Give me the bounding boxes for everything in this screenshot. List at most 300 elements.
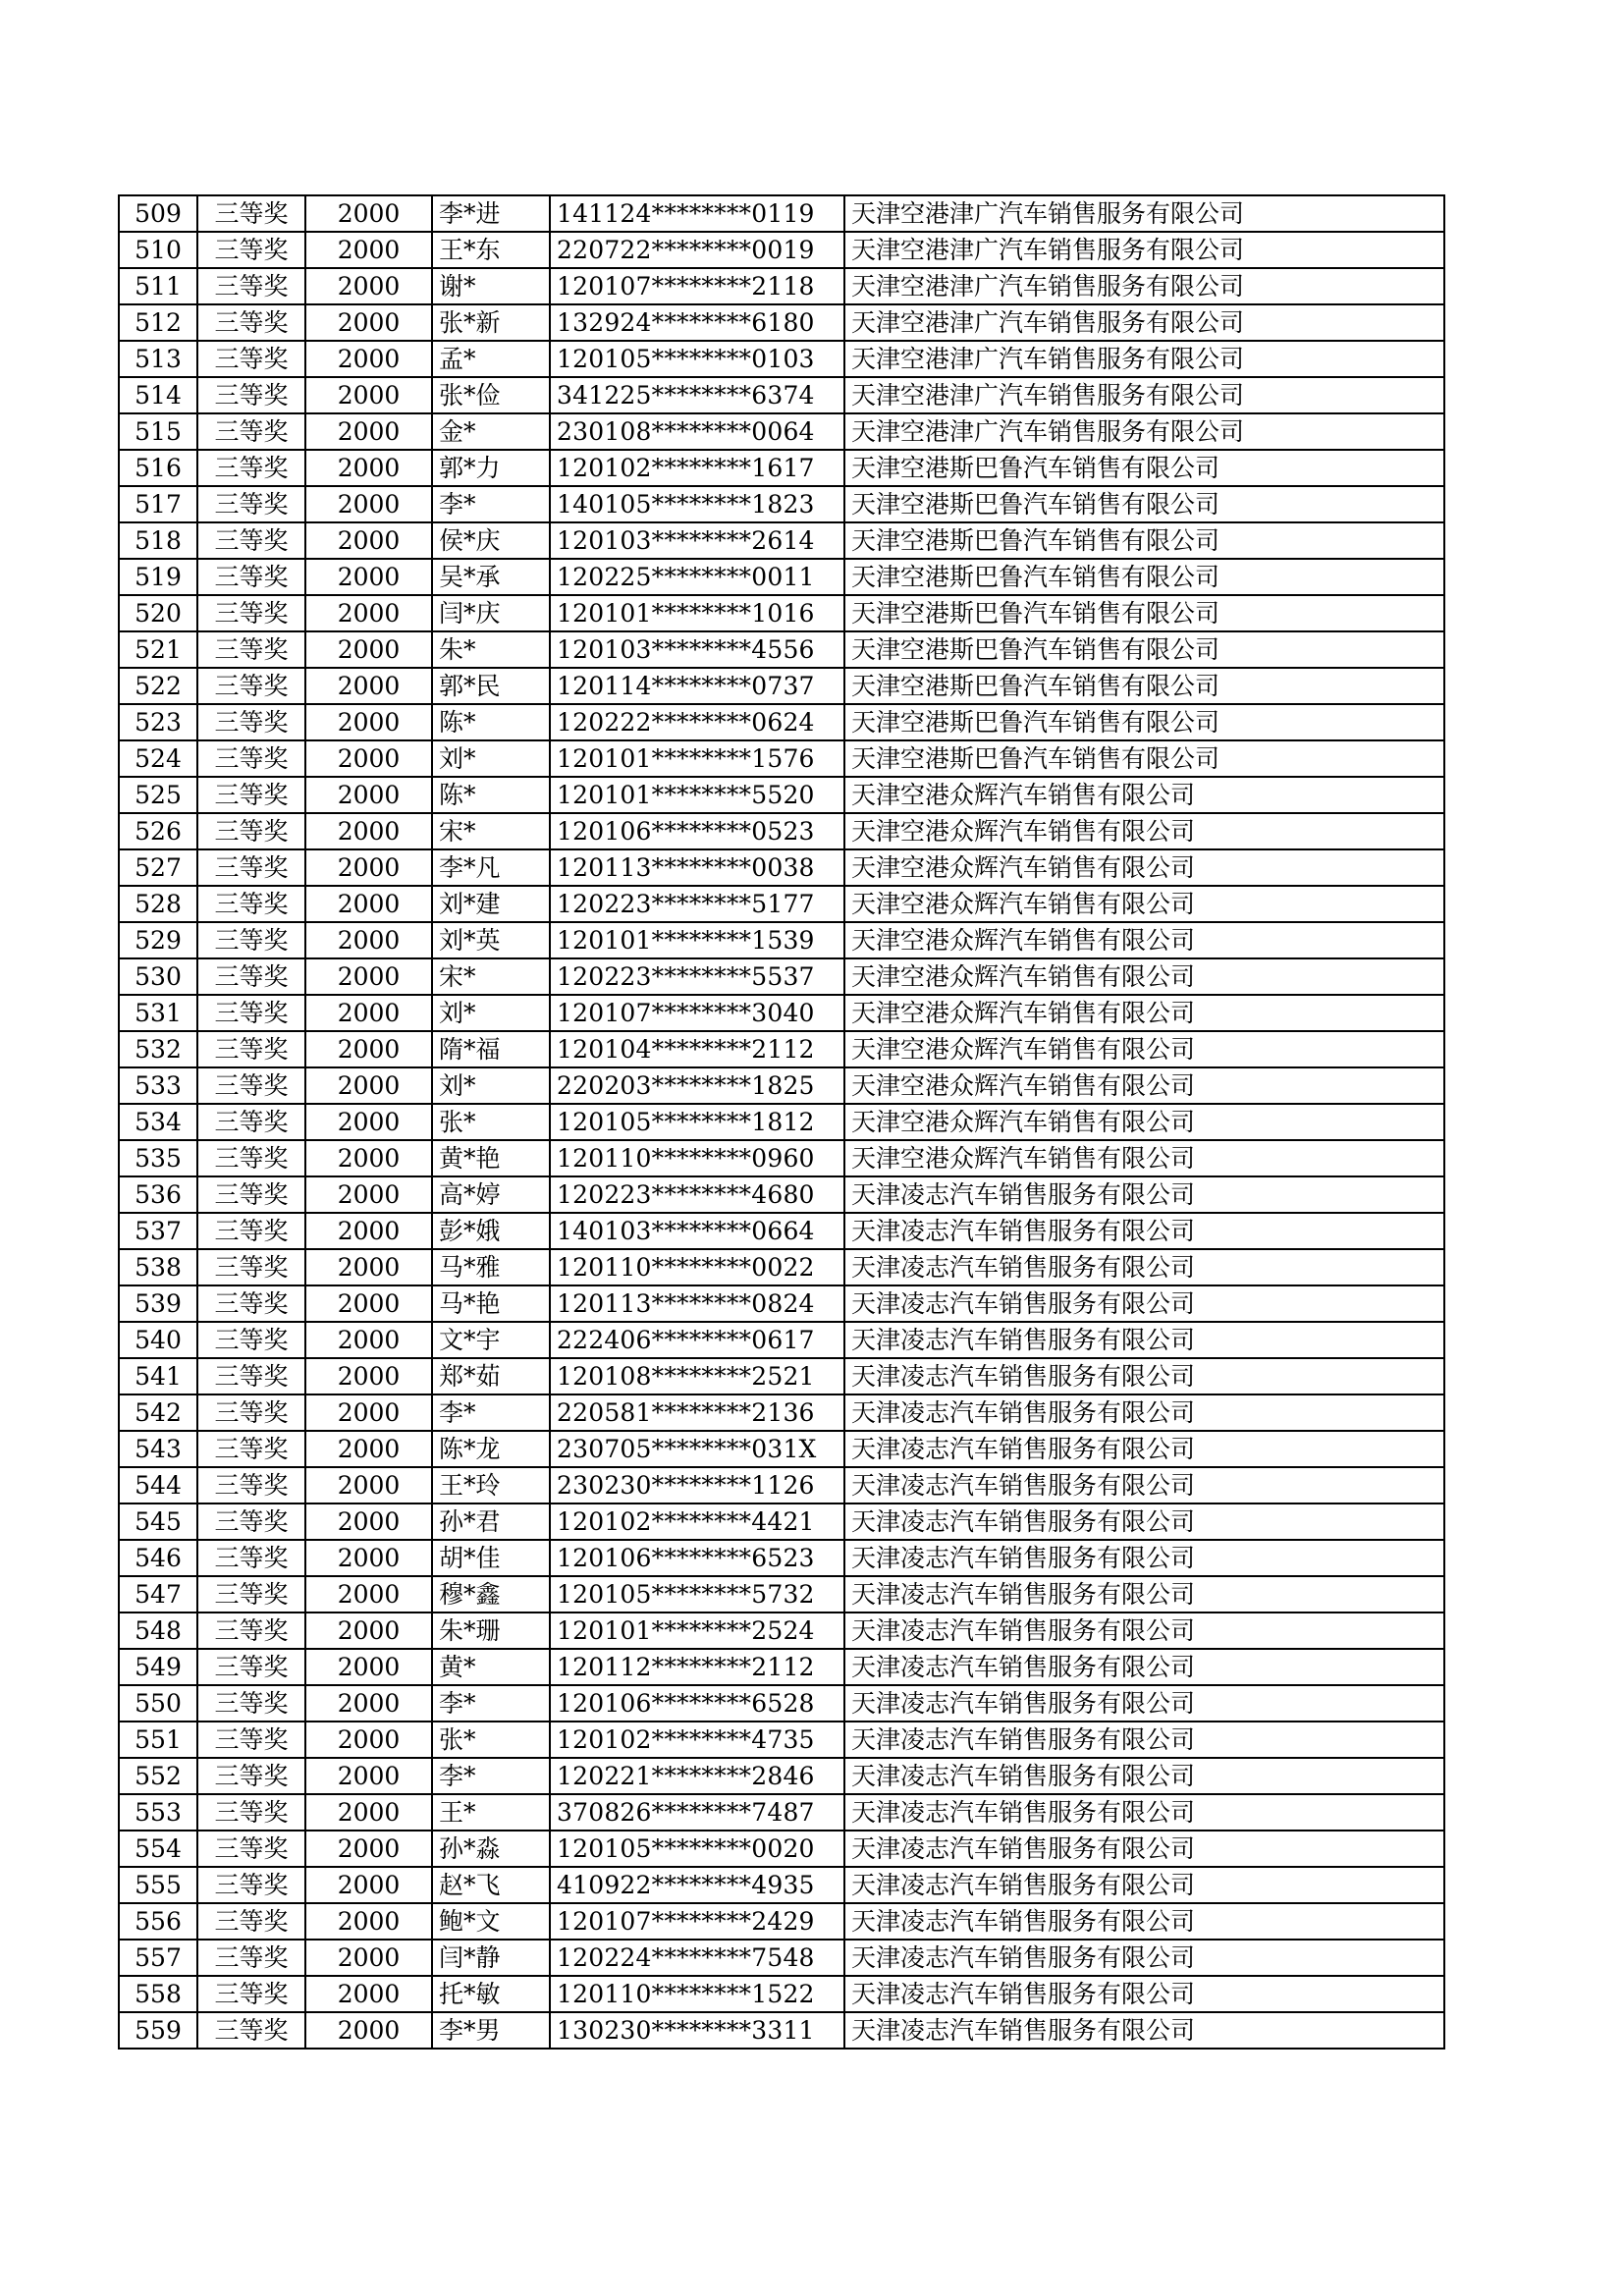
prize-level-cell: 三等奖 (197, 668, 305, 704)
company-name-cell: 天津空港斯巴鲁汽车销售有限公司 (844, 522, 1444, 559)
winner-name-cell: 吴*承 (432, 559, 550, 595)
table-row (119, 849, 1444, 886)
row-number-cell: 540 (119, 1322, 197, 1358)
row-number-cell: 518 (119, 522, 197, 559)
id-number-cell: 132924********6180 (550, 304, 844, 341)
table-row (119, 595, 1444, 631)
prize-level-cell: 三等奖 (197, 1976, 305, 2012)
winner-name-cell: 金* (432, 413, 550, 450)
prize-amount-cell: 2000 (305, 486, 432, 522)
winner-name-cell: 彭*娥 (432, 1213, 550, 1249)
id-number-cell: 120112********2112 (550, 1649, 844, 1685)
company-name-cell: 天津空港津广汽车销售服务有限公司 (844, 413, 1444, 450)
prize-amount-cell: 2000 (305, 559, 432, 595)
id-number-cell: 120114********0737 (550, 668, 844, 704)
prize-amount-cell: 2000 (305, 1867, 432, 1903)
row-number-cell: 558 (119, 1976, 197, 2012)
company-name-cell: 天津空港斯巴鲁汽车销售有限公司 (844, 595, 1444, 631)
row-number-cell: 555 (119, 1867, 197, 1903)
id-number-cell: 120110********1522 (550, 1976, 844, 2012)
winner-name-cell: 黄*艳 (432, 1140, 550, 1176)
prize-level-cell: 三等奖 (197, 1867, 305, 1903)
winner-name-cell: 马*艳 (432, 1285, 550, 1322)
table-row (119, 1394, 1444, 1431)
prize-amount-cell: 2000 (305, 1358, 432, 1394)
prize-level-cell: 三等奖 (197, 995, 305, 1031)
row-number-cell: 525 (119, 777, 197, 813)
table-row (119, 631, 1444, 668)
id-number-cell: 140105********1823 (550, 486, 844, 522)
row-number-cell: 543 (119, 1431, 197, 1467)
prize-level-cell: 三等奖 (197, 1249, 305, 1285)
table-row (119, 995, 1444, 1031)
prize-level-cell: 三等奖 (197, 450, 305, 486)
row-number-cell: 552 (119, 1758, 197, 1794)
prize-level-cell: 三等奖 (197, 849, 305, 886)
winner-name-cell: 宋* (432, 813, 550, 849)
prize-level-cell: 三等奖 (197, 1431, 305, 1467)
prize-amount-cell: 2000 (305, 704, 432, 740)
table-row (119, 559, 1444, 595)
table-row (119, 1176, 1444, 1213)
table-row (119, 413, 1444, 450)
company-name-cell: 天津空港斯巴鲁汽车销售有限公司 (844, 704, 1444, 740)
table-row (119, 813, 1444, 849)
row-number-cell: 546 (119, 1540, 197, 1576)
id-number-cell: 120106********6523 (550, 1540, 844, 1576)
company-name-cell: 天津凌志汽车销售服务有限公司 (844, 1649, 1444, 1685)
prize-amount-cell: 2000 (305, 1576, 432, 1613)
row-number-cell: 522 (119, 668, 197, 704)
table-row (119, 2012, 1444, 2049)
table-row (119, 1067, 1444, 1104)
row-number-cell: 521 (119, 631, 197, 668)
table-row (119, 1031, 1444, 1067)
table-row (119, 1540, 1444, 1576)
company-name-cell: 天津空港津广汽车销售服务有限公司 (844, 268, 1444, 304)
prize-level-cell: 三等奖 (197, 268, 305, 304)
prize-amount-cell: 2000 (305, 1903, 432, 1940)
row-number-cell: 549 (119, 1649, 197, 1685)
row-number-cell: 512 (119, 304, 197, 341)
row-number-cell: 511 (119, 268, 197, 304)
row-number-cell: 529 (119, 922, 197, 958)
winners-table (118, 194, 1445, 2050)
row-number-cell: 532 (119, 1031, 197, 1067)
id-number-cell: 230230********1126 (550, 1467, 844, 1503)
company-name-cell: 天津凌志汽车销售服务有限公司 (844, 1685, 1444, 1722)
prize-amount-cell: 2000 (305, 1613, 432, 1649)
company-name-cell: 天津凌志汽车销售服务有限公司 (844, 1249, 1444, 1285)
winner-name-cell: 闫*静 (432, 1940, 550, 1976)
company-name-cell: 天津空港众辉汽车销售有限公司 (844, 1104, 1444, 1140)
row-number-cell: 517 (119, 486, 197, 522)
prize-level-cell: 三等奖 (197, 958, 305, 995)
id-number-cell: 120102********4735 (550, 1722, 844, 1758)
prize-amount-cell: 2000 (305, 1722, 432, 1758)
company-name-cell: 天津空港众辉汽车销售有限公司 (844, 849, 1444, 886)
id-number-cell: 120113********0824 (550, 1285, 844, 1322)
id-number-cell: 120110********0960 (550, 1140, 844, 1176)
id-number-cell: 220203********1825 (550, 1067, 844, 1104)
company-name-cell: 天津凌志汽车销售服务有限公司 (844, 1285, 1444, 1322)
row-number-cell: 528 (119, 886, 197, 922)
row-number-cell: 519 (119, 559, 197, 595)
prize-amount-cell: 2000 (305, 232, 432, 268)
row-number-cell: 545 (119, 1503, 197, 1540)
prize-amount-cell: 2000 (305, 1285, 432, 1322)
row-number-cell: 537 (119, 1213, 197, 1249)
prize-amount-cell: 2000 (305, 1940, 432, 1976)
company-name-cell: 天津空港众辉汽车销售有限公司 (844, 886, 1444, 922)
prize-amount-cell: 2000 (305, 413, 432, 450)
prize-level-cell: 三等奖 (197, 1903, 305, 1940)
prize-level-cell: 三等奖 (197, 922, 305, 958)
company-name-cell: 天津空港众辉汽车销售有限公司 (844, 1140, 1444, 1176)
prize-level-cell: 三等奖 (197, 1722, 305, 1758)
table-row (119, 958, 1444, 995)
id-number-cell: 230108********0064 (550, 413, 844, 450)
id-number-cell: 120113********0038 (550, 849, 844, 886)
table-row (119, 1576, 1444, 1613)
winner-name-cell: 陈* (432, 777, 550, 813)
id-number-cell: 120224********7548 (550, 1940, 844, 1976)
id-number-cell: 230705********031X (550, 1431, 844, 1467)
table-row (119, 886, 1444, 922)
winner-name-cell: 刘*建 (432, 886, 550, 922)
table-row (119, 1503, 1444, 1540)
table-row (119, 232, 1444, 268)
prize-amount-cell: 2000 (305, 668, 432, 704)
prize-level-cell: 三等奖 (197, 1031, 305, 1067)
prize-level-cell: 三等奖 (197, 777, 305, 813)
row-number-cell: 514 (119, 377, 197, 413)
winner-name-cell: 郑*茹 (432, 1358, 550, 1394)
winner-name-cell: 黄* (432, 1649, 550, 1685)
prize-level-cell: 三等奖 (197, 304, 305, 341)
company-name-cell: 天津凌志汽车销售服务有限公司 (844, 1613, 1444, 1649)
row-number-cell: 526 (119, 813, 197, 849)
table-row (119, 1467, 1444, 1503)
table-row (119, 1249, 1444, 1285)
id-number-cell: 141124********0119 (550, 195, 844, 232)
company-name-cell: 天津凌志汽车销售服务有限公司 (844, 1322, 1444, 1358)
company-name-cell: 天津凌志汽车销售服务有限公司 (844, 1940, 1444, 1976)
id-number-cell: 370826********7487 (550, 1794, 844, 1831)
row-number-cell: 548 (119, 1613, 197, 1649)
id-number-cell: 120223********5537 (550, 958, 844, 995)
company-name-cell: 天津空港众辉汽车销售有限公司 (844, 958, 1444, 995)
company-name-cell: 天津凌志汽车销售服务有限公司 (844, 1867, 1444, 1903)
table-row (119, 1758, 1444, 1794)
prize-amount-cell: 2000 (305, 341, 432, 377)
prize-level-cell: 三等奖 (197, 1104, 305, 1140)
table-row (119, 1976, 1444, 2012)
company-name-cell: 天津空港津广汽车销售服务有限公司 (844, 377, 1444, 413)
prize-level-cell: 三等奖 (197, 377, 305, 413)
company-name-cell: 天津空港斯巴鲁汽车销售有限公司 (844, 668, 1444, 704)
winner-name-cell: 马*雅 (432, 1249, 550, 1285)
company-name-cell: 天津凌志汽车销售服务有限公司 (844, 1903, 1444, 1940)
prize-amount-cell: 2000 (305, 958, 432, 995)
winner-name-cell: 刘* (432, 1067, 550, 1104)
prize-level-cell: 三等奖 (197, 2012, 305, 2049)
winner-name-cell: 宋* (432, 958, 550, 995)
company-name-cell: 天津凌志汽车销售服务有限公司 (844, 1503, 1444, 1540)
company-name-cell: 天津凌志汽车销售服务有限公司 (844, 1576, 1444, 1613)
winner-name-cell: 张*新 (432, 304, 550, 341)
prize-amount-cell: 2000 (305, 2012, 432, 2049)
prize-amount-cell: 2000 (305, 1140, 432, 1176)
company-name-cell: 天津凌志汽车销售服务有限公司 (844, 1976, 1444, 2012)
row-number-cell: 509 (119, 195, 197, 232)
prize-level-cell: 三等奖 (197, 1140, 305, 1176)
id-number-cell: 120108********2521 (550, 1358, 844, 1394)
winner-name-cell: 陈* (432, 704, 550, 740)
row-number-cell: 542 (119, 1394, 197, 1431)
id-number-cell: 120105********5732 (550, 1576, 844, 1613)
prize-amount-cell: 2000 (305, 1249, 432, 1285)
row-number-cell: 544 (119, 1467, 197, 1503)
prize-amount-cell: 2000 (305, 777, 432, 813)
winner-name-cell: 刘* (432, 740, 550, 777)
table-row (119, 1940, 1444, 1976)
row-number-cell: 547 (119, 1576, 197, 1613)
prize-amount-cell: 2000 (305, 1394, 432, 1431)
id-number-cell: 222406********0617 (550, 1322, 844, 1358)
winner-name-cell: 朱* (432, 631, 550, 668)
winner-name-cell: 王*东 (432, 232, 550, 268)
table-row (119, 777, 1444, 813)
winner-name-cell: 李* (432, 1758, 550, 1794)
company-name-cell: 天津空港津广汽车销售服务有限公司 (844, 232, 1444, 268)
winner-name-cell: 刘*英 (432, 922, 550, 958)
row-number-cell: 515 (119, 413, 197, 450)
company-name-cell: 天津凌志汽车销售服务有限公司 (844, 1467, 1444, 1503)
table-row (119, 1431, 1444, 1467)
table-row (119, 195, 1444, 232)
row-number-cell: 539 (119, 1285, 197, 1322)
company-name-cell: 天津凌志汽车销售服务有限公司 (844, 1722, 1444, 1758)
prize-amount-cell: 2000 (305, 1431, 432, 1467)
id-number-cell: 120105********1812 (550, 1104, 844, 1140)
winner-name-cell: 李*进 (432, 195, 550, 232)
prize-level-cell: 三等奖 (197, 559, 305, 595)
row-number-cell: 510 (119, 232, 197, 268)
table-row (119, 922, 1444, 958)
prize-amount-cell: 2000 (305, 995, 432, 1031)
table-row (119, 704, 1444, 740)
table-row (119, 1794, 1444, 1831)
id-number-cell: 120223********4680 (550, 1176, 844, 1213)
prize-amount-cell: 2000 (305, 522, 432, 559)
winner-name-cell: 张*俭 (432, 377, 550, 413)
company-name-cell: 天津凌志汽车销售服务有限公司 (844, 2012, 1444, 2049)
company-name-cell: 天津空港斯巴鲁汽车销售有限公司 (844, 450, 1444, 486)
winner-name-cell: 孟* (432, 341, 550, 377)
prize-amount-cell: 2000 (305, 1758, 432, 1794)
id-number-cell: 341225********6374 (550, 377, 844, 413)
prize-level-cell: 三等奖 (197, 195, 305, 232)
company-name-cell: 天津凌志汽车销售服务有限公司 (844, 1176, 1444, 1213)
id-number-cell: 120222********0624 (550, 704, 844, 740)
winner-name-cell: 谢* (432, 268, 550, 304)
row-number-cell: 556 (119, 1903, 197, 1940)
id-number-cell: 120221********2846 (550, 1758, 844, 1794)
prize-level-cell: 三等奖 (197, 595, 305, 631)
winner-name-cell: 胡*佳 (432, 1540, 550, 1576)
company-name-cell: 天津凌志汽车销售服务有限公司 (844, 1213, 1444, 1249)
prize-level-cell: 三等奖 (197, 522, 305, 559)
company-name-cell: 天津空港众辉汽车销售有限公司 (844, 1031, 1444, 1067)
company-name-cell: 天津空港津广汽车销售服务有限公司 (844, 195, 1444, 232)
row-number-cell: 536 (119, 1176, 197, 1213)
row-number-cell: 554 (119, 1831, 197, 1867)
prize-level-cell: 三等奖 (197, 1576, 305, 1613)
prize-level-cell: 三等奖 (197, 341, 305, 377)
winner-name-cell: 陈*龙 (432, 1431, 550, 1467)
winner-name-cell: 郭*民 (432, 668, 550, 704)
prize-amount-cell: 2000 (305, 1685, 432, 1722)
winner-name-cell: 赵*飞 (432, 1867, 550, 1903)
id-number-cell: 220581********2136 (550, 1394, 844, 1431)
table-row (119, 668, 1444, 704)
winner-name-cell: 李* (432, 1394, 550, 1431)
row-number-cell: 551 (119, 1722, 197, 1758)
prize-amount-cell: 2000 (305, 886, 432, 922)
id-number-cell: 410922********4935 (550, 1867, 844, 1903)
table-row (119, 1213, 1444, 1249)
id-number-cell: 120101********1016 (550, 595, 844, 631)
prize-amount-cell: 2000 (305, 450, 432, 486)
prize-level-cell: 三等奖 (197, 631, 305, 668)
prize-amount-cell: 2000 (305, 1649, 432, 1685)
prize-level-cell: 三等奖 (197, 1613, 305, 1649)
table-row (119, 1685, 1444, 1722)
id-number-cell: 120102********1617 (550, 450, 844, 486)
prize-amount-cell: 2000 (305, 1176, 432, 1213)
row-number-cell: 557 (119, 1940, 197, 1976)
row-number-cell: 513 (119, 341, 197, 377)
id-number-cell: 220722********0019 (550, 232, 844, 268)
prize-level-cell: 三等奖 (197, 1213, 305, 1249)
row-number-cell: 516 (119, 450, 197, 486)
id-number-cell: 120105********0103 (550, 341, 844, 377)
winner-name-cell: 李*凡 (432, 849, 550, 886)
winner-name-cell: 王*玲 (432, 1467, 550, 1503)
prize-level-cell: 三等奖 (197, 1794, 305, 1831)
prize-level-cell: 三等奖 (197, 413, 305, 450)
company-name-cell: 天津空港津广汽车销售服务有限公司 (844, 341, 1444, 377)
prize-level-cell: 三等奖 (197, 486, 305, 522)
id-number-cell: 120110********0022 (550, 1249, 844, 1285)
row-number-cell: 531 (119, 995, 197, 1031)
prize-amount-cell: 2000 (305, 813, 432, 849)
winner-name-cell: 穆*鑫 (432, 1576, 550, 1613)
table-row (119, 1867, 1444, 1903)
id-number-cell: 120106********6528 (550, 1685, 844, 1722)
company-name-cell: 天津凌志汽车销售服务有限公司 (844, 1540, 1444, 1576)
prize-level-cell: 三等奖 (197, 740, 305, 777)
row-number-cell: 524 (119, 740, 197, 777)
id-number-cell: 120104********2112 (550, 1031, 844, 1067)
table-row (119, 1358, 1444, 1394)
table-row (119, 304, 1444, 341)
table-row (119, 740, 1444, 777)
prize-level-cell: 三等奖 (197, 1831, 305, 1867)
row-number-cell: 535 (119, 1140, 197, 1176)
prize-amount-cell: 2000 (305, 1213, 432, 1249)
prize-amount-cell: 2000 (305, 631, 432, 668)
prize-level-cell: 三等奖 (197, 1940, 305, 1976)
prize-level-cell: 三等奖 (197, 1649, 305, 1685)
winner-name-cell: 孙*淼 (432, 1831, 550, 1867)
company-name-cell: 天津空港斯巴鲁汽车销售有限公司 (844, 559, 1444, 595)
id-number-cell: 120223********5177 (550, 886, 844, 922)
table-row (119, 1649, 1444, 1685)
winner-name-cell: 闫*庆 (432, 595, 550, 631)
id-number-cell: 120102********4421 (550, 1503, 844, 1540)
id-number-cell: 120103********2614 (550, 522, 844, 559)
table-row (119, 341, 1444, 377)
winner-name-cell: 李* (432, 1685, 550, 1722)
prize-amount-cell: 2000 (305, 1794, 432, 1831)
table-row (119, 1831, 1444, 1867)
prize-amount-cell: 2000 (305, 1104, 432, 1140)
prize-level-cell: 三等奖 (197, 232, 305, 268)
prize-amount-cell: 2000 (305, 1467, 432, 1503)
table-row (119, 1140, 1444, 1176)
company-name-cell: 天津空港众辉汽车销售有限公司 (844, 922, 1444, 958)
id-number-cell: 120106********0523 (550, 813, 844, 849)
prize-level-cell: 三等奖 (197, 1285, 305, 1322)
id-number-cell: 140103********0664 (550, 1213, 844, 1249)
company-name-cell: 天津凌志汽车销售服务有限公司 (844, 1831, 1444, 1867)
prize-level-cell: 三等奖 (197, 1540, 305, 1576)
id-number-cell: 120107********3040 (550, 995, 844, 1031)
prize-amount-cell: 2000 (305, 740, 432, 777)
id-number-cell: 120103********4556 (550, 631, 844, 668)
company-name-cell: 天津空港众辉汽车销售有限公司 (844, 995, 1444, 1031)
id-number-cell: 120101********1576 (550, 740, 844, 777)
prize-level-cell: 三等奖 (197, 886, 305, 922)
id-number-cell: 120225********0011 (550, 559, 844, 595)
winner-name-cell: 高*婷 (432, 1176, 550, 1213)
row-number-cell: 527 (119, 849, 197, 886)
id-number-cell: 120101********2524 (550, 1613, 844, 1649)
company-name-cell: 天津空港斯巴鲁汽车销售有限公司 (844, 486, 1444, 522)
winner-name-cell: 张* (432, 1104, 550, 1140)
row-number-cell: 534 (119, 1104, 197, 1140)
prize-level-cell: 三等奖 (197, 1394, 305, 1431)
winner-name-cell: 鲍*文 (432, 1903, 550, 1940)
company-name-cell: 天津凌志汽车销售服务有限公司 (844, 1394, 1444, 1431)
prize-amount-cell: 2000 (305, 1031, 432, 1067)
company-name-cell: 天津凌志汽车销售服务有限公司 (844, 1758, 1444, 1794)
prize-amount-cell: 2000 (305, 268, 432, 304)
winner-name-cell: 侯*庆 (432, 522, 550, 559)
prize-level-cell: 三等奖 (197, 1467, 305, 1503)
table-row (119, 1613, 1444, 1649)
prize-level-cell: 三等奖 (197, 813, 305, 849)
prize-amount-cell: 2000 (305, 1322, 432, 1358)
prize-level-cell: 三等奖 (197, 1758, 305, 1794)
table-row (119, 377, 1444, 413)
winner-name-cell: 李* (432, 486, 550, 522)
winner-name-cell: 王* (432, 1794, 550, 1831)
table-row (119, 522, 1444, 559)
table-row (119, 1722, 1444, 1758)
